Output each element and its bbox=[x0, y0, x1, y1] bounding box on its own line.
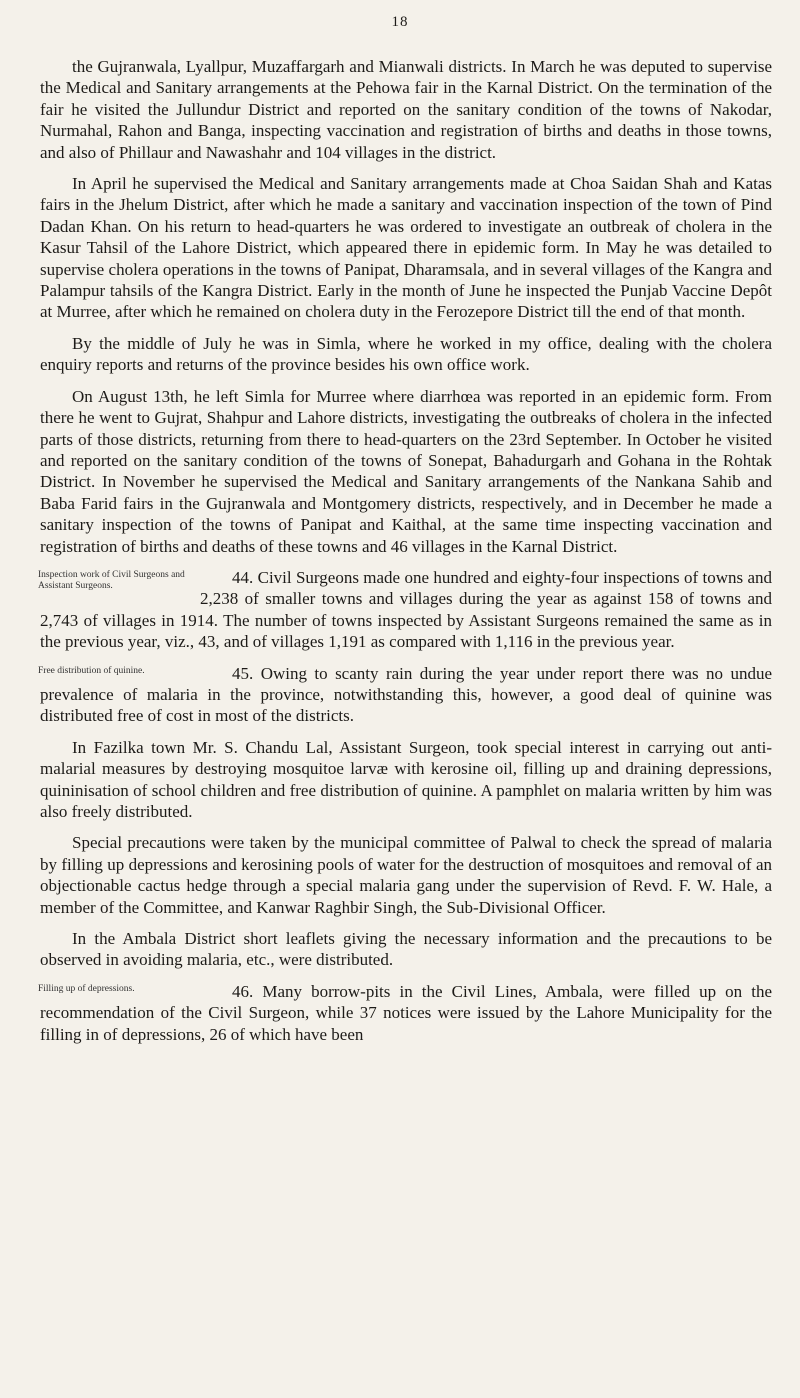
section-44 bbox=[40, 567, 772, 653]
paragraph: On August 13th, he left Simla for Murree where diarrhœa was reported in an epidemic form. From there he went to Gujrat, Shahpur and Lahore districts, investigating the outbreaks of cholera in the infected parts of those districts, returning from there to head-quarters on the 23rd September. In October he visited and reported on the sanitary condition of the towns of Sonepat, Bahadurgarh and Gohana in the Rohtak District. In November he supervised the Medical and Sanitary arrangements of the Nankana Sahib and Baba Farid fairs in the Gujranwala and Montgomery districts, respectively, and in December he made a sanitary inspection of the towns of Panipat and Kaithal, at the same time inspecting vaccination and registration of births and deaths of these towns and 46 villages in the Karnal District. bbox=[40, 386, 772, 556]
section-text: 44. Civil Surgeons made one hundred and eighty-four inspections of towns and 2,238 of smaller towns and villages during the year as against 158 of towns and 2,743 of villages in 1914. The number of towns inspected by Assistant Surgeons remained the same as in the previous year, viz., 43, and of villages 1,191 as compared with 1,116 in the previous year. bbox=[40, 567, 772, 652]
page-body bbox=[40, 56, 772, 1055]
paragraph: In April he supervised the Medical and Sanitary arrangements made at Choa Saidan Shah and Katas fairs in the Jhelum District, after which he made a sanitary and vaccination inspection of the town of Pind Dadan Khan. On his return to head-quarters he was ordered to investigate an outbreak of cholera in the Kasur Tahsil of the Lahore District, which appeared there in epidemic form. In May he was detailed to supervise cholera operations in the towns of Panipat, Dharamsala, and in several villages of the Kangra and Palampur tahsils of the Kangra District. Early in the month of June he inspected the Punjab Vaccine Depôt at Murree, after which he remained on cholera duty in the Ferozepore District till the end of that month. bbox=[40, 174, 772, 322]
section-45 bbox=[40, 663, 772, 727]
paragraph: the Gujranwala, Lyallpur, Muzaffargarh and Mianwali districts. In March he was deputed to supervise the Medical and Sanitary arrangements at the Pehowa fair in the Karnal District. On the termination of the fair he visited the Jullundur District and reported on the sanitary condition of the towns of Nakodar, Nurmahal, Rahon and Banga, inspecting vaccination and registration of births and deaths in those towns, and also of Phillaur and Nawashahr and 104 villages in the district. bbox=[40, 57, 772, 162]
section-46 bbox=[40, 981, 772, 1045]
paragraph: In the Ambala District short leaflets giving the necessary information and the precautions to be observed in avoiding malaria, etc., were distributed. bbox=[40, 929, 772, 970]
page-number: 18 bbox=[391, 14, 409, 30]
margin-note: Free distribution of quinine. bbox=[38, 665, 145, 676]
margin-note: Inspection work of Civil Surgeons and Assistant Surgeons. bbox=[38, 569, 185, 591]
paragraph: In Fazilka town Mr. S. Chandu Lal, Assistant Surgeon, took special interest in carrying out anti-malarial measures by destroying mosquitoe larvæ with kerosine oil, filling up and draining depressions, quininisation of school children and free distribution of quinine. A pamphlet on malaria written by him was also freely distributed. bbox=[40, 737, 772, 821]
paragraph: By the middle of July he was in Simla, where he worked in my office, dealing with the cholera enquiry reports and returns of the province besides his own office work. bbox=[40, 333, 772, 375]
margin-note: Filling up of depressions. bbox=[38, 983, 135, 994]
paragraph: Special precautions were taken by the municipal committee of Palwal to check the spread of malaria by filling up depressions and kerosining pools of water for the destruction of mosquitoes and removal of an objectionable cactus hedge through a special malaria gang under the supervision of Revd. F. W. Hale, a member of the Committee, and Kanwar Raghbir Singh, the Sub-Divisional Officer. bbox=[40, 833, 772, 917]
section-text: 45. Owing to scanty rain during the year under report there was no undue prevalence of malaria in the province, notwithstanding this, however, a good deal of quinine was distributed free of cost in most of the districts. bbox=[40, 663, 772, 726]
section-text: 46. Many borrow-pits in the Civil Lines, Ambala, were filled up on the recommendation of the Civil Surgeon, while 37 notices were issued by the Lahore Municipality for the filling in of depressions, 26 of which have been bbox=[40, 981, 772, 1044]
